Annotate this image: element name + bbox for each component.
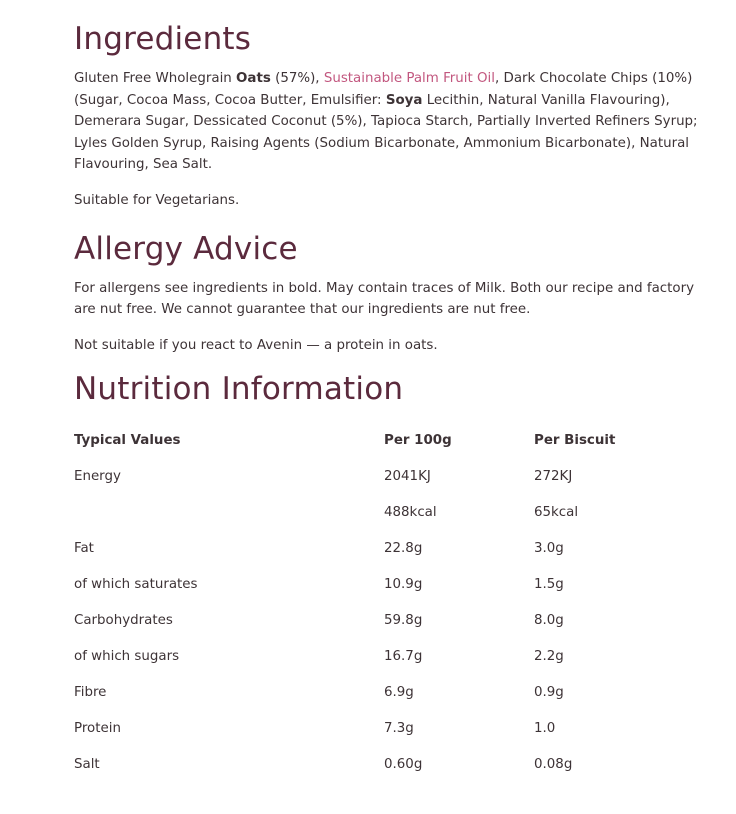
per-100g-value: 2041KJ xyxy=(384,468,431,484)
per-100g-value: 16.7g xyxy=(384,648,423,664)
ingredients-part: Gluten Free Wholegrain xyxy=(74,71,237,86)
ingredients-text xyxy=(74,68,714,176)
per-100g-value: 0.60g xyxy=(384,756,423,772)
nutrition-header-row xyxy=(74,422,664,458)
per-biscuit-value: 1.5g xyxy=(534,576,564,592)
per-biscuit-value: 3.0g xyxy=(534,540,564,556)
nutrient-name: Protein xyxy=(74,720,121,736)
allergen-oats: Oats xyxy=(236,71,271,86)
ingredients-heading: Ingredients xyxy=(74,21,252,57)
table-row xyxy=(74,458,664,494)
allergy-text: For allergens see ingredients in bold. May contain traces of Milk. Both our recipe and factory are nut free. We cannot guarantee that our ingredients are nut free. xyxy=(74,280,695,318)
per-100g-value: 59.8g xyxy=(384,612,423,628)
per-biscuit-value: 0.08g xyxy=(534,756,573,772)
nutrient-name: Energy xyxy=(74,468,121,484)
allergy-heading: Allergy Advice xyxy=(74,230,298,267)
nutrition-table xyxy=(74,422,664,782)
header-per-biscuit: Per Biscuit xyxy=(534,432,616,448)
ingredients-part: (57%), xyxy=(270,71,324,86)
header-per-100g: Per 100g xyxy=(384,432,452,448)
nutrient-name: Fat xyxy=(74,540,94,556)
table-row xyxy=(74,746,664,782)
per-100g-value: 7.3g xyxy=(384,720,414,736)
ingredients-part: Lecithin, Natural Vanilla Flavouring), Demerara Sugar, Dessicated Coconut (5%), Tapioca Starch, Partially Inverted Refiners Syrup; Lyles Golden Syrup, Raising Agents (Sodium Bicarbonate, Ammonium Bicarbonate), Natural Flavouring, Sea Salt. xyxy=(74,92,698,173)
table-row xyxy=(74,710,664,746)
table-row xyxy=(74,674,664,710)
nutrient-name: Carbohydrates xyxy=(74,612,173,628)
per-100g-value: 488kcal xyxy=(384,504,437,520)
per-biscuit-value: 65kcal xyxy=(534,504,579,520)
per-biscuit-value: 272KJ xyxy=(534,468,573,484)
header-typical-values: Typical Values xyxy=(74,432,181,448)
per-biscuit-value: 8.0g xyxy=(534,612,564,628)
per-biscuit-value: 2.2g xyxy=(534,648,564,664)
per-100g-value: 6.9g xyxy=(384,684,414,700)
table-row xyxy=(74,566,664,602)
nutrient-name: Salt xyxy=(74,756,100,772)
nutrient-name: Fibre xyxy=(74,684,107,700)
table-row xyxy=(74,602,664,638)
table-row xyxy=(74,494,664,530)
nutrient-name: of which saturates xyxy=(74,576,198,592)
vegetarian-note: Suitable for Vegetarians. xyxy=(74,192,240,208)
nutrient-name xyxy=(74,494,384,530)
palm-oil-link[interactable]: Sustainable Palm Fruit Oil xyxy=(323,71,496,86)
nutrition-heading: Nutrition Information xyxy=(74,371,404,408)
ingredients-part: , Dark Chocolate Chips (10%) (Sugar, Cocoa Mass, Cocoa Butter, Emulsifier: xyxy=(74,71,693,108)
nutrient-name: of which sugars xyxy=(74,648,180,664)
per-biscuit-value: 0.9g xyxy=(534,684,564,700)
allergen-soya: Soya xyxy=(385,92,423,108)
per-biscuit-value: 1.0 xyxy=(534,720,556,736)
avenin-note: Not suitable if you react to Avenin — a protein in oats. xyxy=(74,337,438,353)
table-row xyxy=(74,530,664,566)
per-100g-value: 10.9g xyxy=(384,576,423,592)
per-100g-value: 22.8g xyxy=(384,540,423,556)
table-row xyxy=(74,638,664,674)
